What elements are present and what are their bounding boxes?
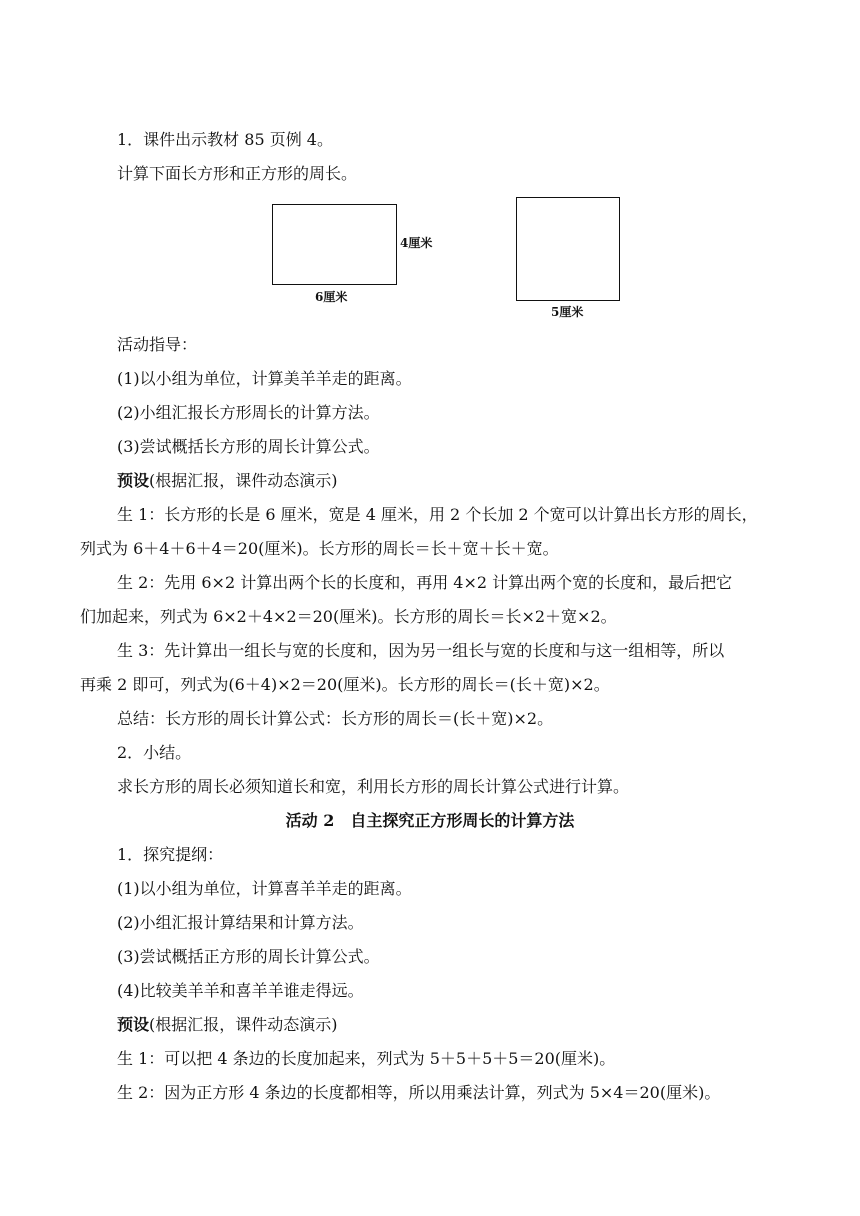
text-line: 计算下面长方形和正方形的周长。 [117,164,358,183]
section-heading: 活动 2 自主探究正方形周长的计算方法 [285,811,575,830]
text-line: 生 1：长方形的长是 6 厘米，宽是 4 厘米，用 2 个长加 2 个宽可以计算出长方形的周长， [117,505,758,524]
square-side-label: 5厘米 [551,305,584,319]
preset-label: 预设 [117,471,150,490]
preset-label: 预设 [117,1015,150,1034]
rectangle-shape [272,204,397,285]
text-line: 2．小结。 [117,743,192,762]
text-line: (2)小组汇报计算结果和计算方法。 [117,913,364,932]
rectangle-width-label: 6厘米 [315,290,348,304]
text-line: 生 1：可以把 4 条边的长度加起来，列式为 5＋5＋5＋5＝20(厘米)。 [117,1049,616,1068]
text-line: (3)尝试概括长方形的周长计算公式。 [117,437,380,456]
text-line: 生 3：先计算出一组长与宽的长度和，因为另一组长与宽的长度和与这一组相等，所以 [117,641,725,660]
text-line: (3)尝试概括正方形的周长计算公式。 [117,947,380,966]
text-line: 生 2：先用 6×2 计算出两个长的长度和，再用 4×2 计算出两个宽的长度和，最后把它 [117,573,733,592]
preset-note: (根据汇报，课件动态演示) [149,1015,338,1034]
text-line: (1)以小组为单位，计算美羊羊走的距离。 [117,369,412,388]
text-line: 1．课件出示教材 85 页例 4。 [117,130,333,149]
text-line: 总结：长方形的周长计算公式：长方形的周长＝(长＋宽)×2。 [117,709,554,728]
text-line: 活动指导： [117,335,198,354]
text-line [117,1013,780,1037]
text-line: (1)以小组为单位，计算喜羊羊走的距离。 [117,879,412,898]
text-line: 1．探究提纲： [117,845,224,864]
rectangle-height-label: 4厘米 [400,236,433,250]
square-shape [516,197,620,301]
preset-note: (根据汇报，课件动态演示) [149,471,338,490]
text-line: 生 2：因为正方形 4 条边的长度都相等，所以用乘法计算，列式为 5×4＝20(厘米)。 [117,1083,721,1102]
text-line: 再乘 2 即可，列式为(6＋4)×2＝20(厘米)。长方形的周长＝(长＋宽)×2。 [80,675,610,694]
text-line: (2)小组汇报长方形周长的计算方法。 [117,403,380,422]
text-line: 们加起来，列式为 6×2＋4×2＝20(厘米)。长方形的周长＝长×2＋宽×2。 [80,607,617,626]
text-line: 列式为 6＋4＋6＋4＝20(厘米)。长方形的周长＝长＋宽＋长＋宽。 [80,539,559,558]
text-line: 求长方形的周长必须知道长和宽，利用长方形的周长计算公式进行计算。 [117,777,630,796]
text-line: (4)比较美羊羊和喜羊羊谁走得远。 [117,981,364,1000]
text-line [117,469,780,493]
